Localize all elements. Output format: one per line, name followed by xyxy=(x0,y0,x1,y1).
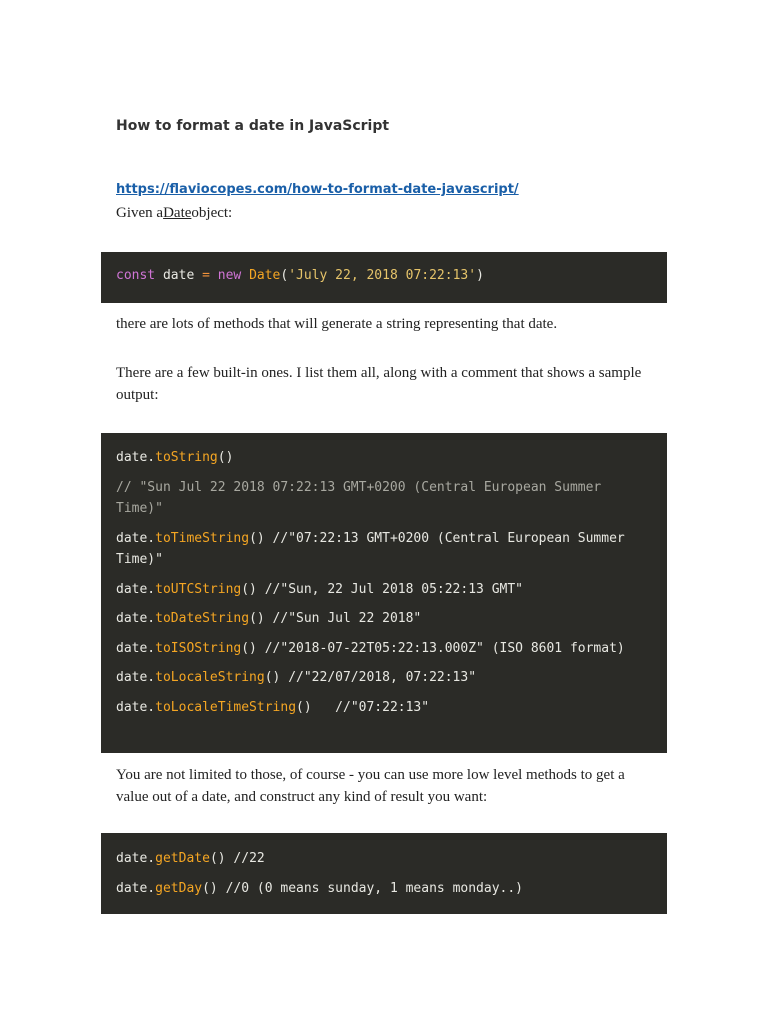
code-line: date.getDay() //0 (0 means sunday, 1 means monday..) xyxy=(116,880,524,896)
paragraph-methods: there are lots of methods that will generate a string representing that date. xyxy=(116,316,558,332)
code-line: date.toDateString() //"Sun Jul 22 2018" xyxy=(116,611,422,626)
given-post: object: xyxy=(191,205,233,221)
code-function: Date xyxy=(249,268,281,283)
code-line: date.toISOString() //"2018-07-22T05:22:13.000Z" (ISO 8601 format) xyxy=(116,640,625,656)
code-line: date.toString() xyxy=(116,450,234,465)
code-function: toTimeString xyxy=(155,530,250,546)
page-title: How to format a date in JavaScript xyxy=(116,118,390,134)
paragraph-builtin: There are a few built-in ones. I list them all, along with a comment that shows a sample output: xyxy=(116,365,642,403)
code-line: const date = new Date('July 22, 2018 07:22:13') xyxy=(116,268,484,283)
code-comment: // "Sun Jul 22 2018 07:22:13 GMT+0200 (Central European Summer Time)" xyxy=(116,479,602,516)
code-line: date.toLocaleTimeString() //"07:22:13" xyxy=(116,699,430,715)
code-function: getDate xyxy=(155,851,210,866)
code-function: toDateString xyxy=(155,611,250,626)
code-function: toUTCString xyxy=(155,581,242,597)
code-keyword: new xyxy=(217,268,242,283)
code-function: getDay xyxy=(155,880,203,896)
code-function: toISOString xyxy=(155,640,242,656)
code-variable: date xyxy=(155,268,203,283)
source-link[interactable]: https://flaviocopes.com/how-to-format-date-javascript/ xyxy=(116,182,519,197)
code-operator: = xyxy=(202,268,210,283)
code-function: toLocaleTimeString xyxy=(155,699,297,715)
code-string: 'July 22, 2018 07:22:13' xyxy=(288,268,477,283)
paragraph-low-level: You are not limited to those, of course - you can use more low level methods to get a value out of a date, and construct any kind of result you want: xyxy=(116,767,625,805)
code-line: date.toTimeString() //"07:22:13 GMT+0200 (Central European Summer Time)" xyxy=(116,530,625,567)
code-block-1 xyxy=(101,252,667,303)
date-link[interactable]: Date xyxy=(163,205,192,221)
code-line: date.getDate() //22 xyxy=(116,851,265,866)
code-line: date.toUTCString() //"Sun, 22 Jul 2018 05:22:13 GMT" xyxy=(116,581,523,597)
given-pre: Given a xyxy=(116,205,164,221)
code-function: toString xyxy=(155,450,218,465)
code-keyword: const xyxy=(116,268,156,283)
code-block-2 xyxy=(101,433,667,753)
code-block-3 xyxy=(101,833,667,914)
code-line: date.toLocaleString() //"22/07/2018, 07:22:13" xyxy=(116,670,477,685)
code-function: toLocaleString xyxy=(155,670,265,685)
given-date-text xyxy=(116,205,232,222)
